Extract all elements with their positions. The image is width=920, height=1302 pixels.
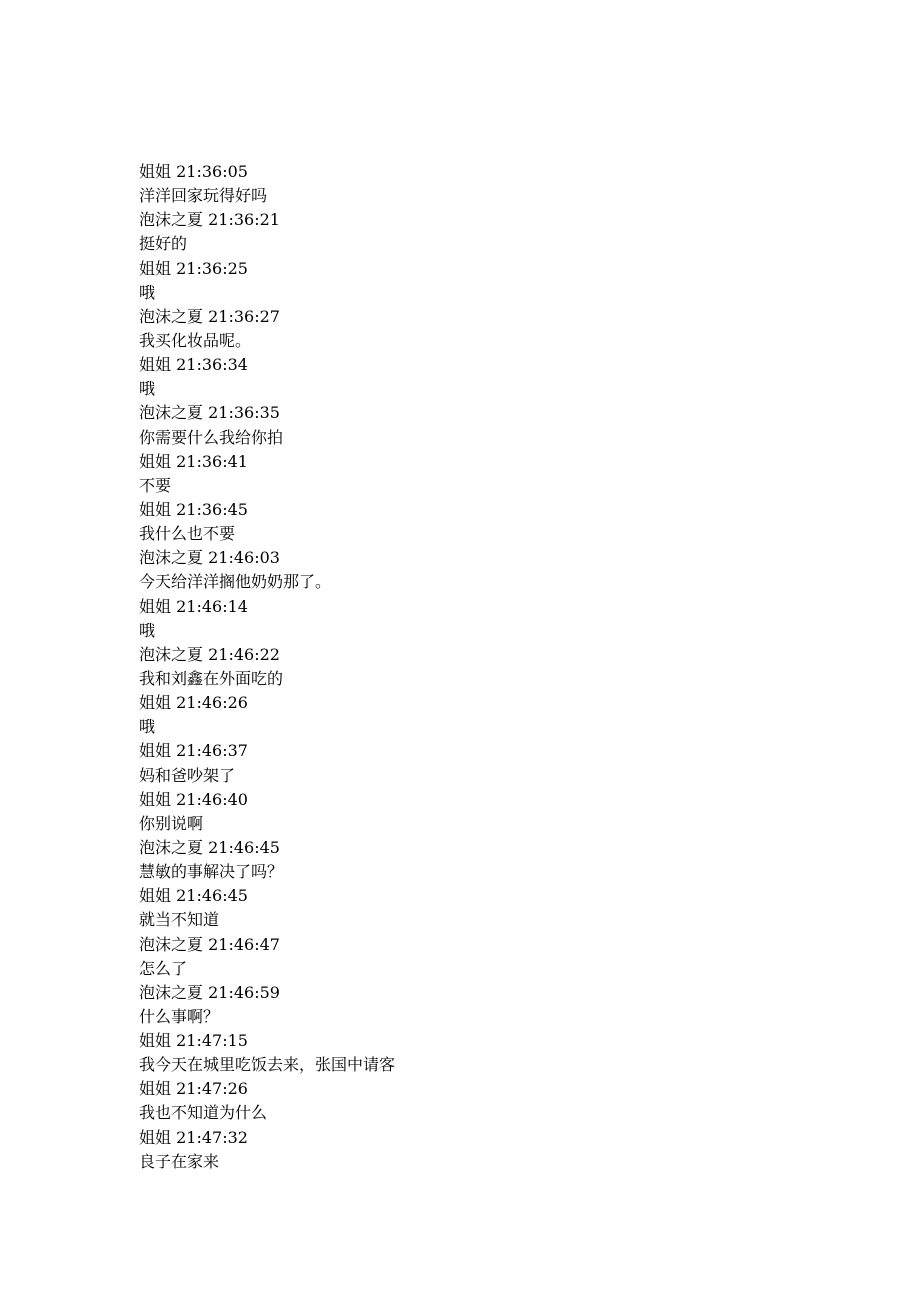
message-text: 洋洋回家玩得好吗 — [139, 186, 268, 206]
message-text: 你别说啊 — [139, 813, 204, 833]
chat-message — [139, 836, 839, 884]
message-time: 21:46:37 — [176, 741, 248, 761]
chat-message — [139, 884, 839, 932]
message-time: 21:47:32 — [176, 1127, 248, 1147]
message-sender: 姐姐 — [139, 1127, 172, 1147]
message-text: 就当不知道 — [139, 910, 220, 930]
chat-message — [139, 739, 839, 787]
message-time: 21:46:45 — [208, 837, 280, 857]
message-time: 21:36:21 — [208, 210, 280, 230]
message-time: 21:46:22 — [208, 644, 280, 664]
message-time: 21:46:45 — [176, 886, 248, 906]
message-time: 21:46:59 — [208, 982, 280, 1002]
message-header — [139, 1077, 839, 1101]
chat-message — [139, 1126, 839, 1174]
message-text: 我买化妆品呢。 — [139, 330, 252, 350]
chat-message — [139, 933, 839, 981]
message-sender: 姐姐 — [139, 741, 172, 761]
message-text: 慧敏的事解决了吗？ — [139, 862, 284, 882]
message-text: 哦 — [139, 620, 156, 640]
chat-message — [139, 643, 839, 691]
message-time: 21:46:26 — [176, 693, 248, 713]
chat-message — [139, 595, 839, 643]
message-sender: 泡沫之夏 — [139, 306, 204, 326]
message-text: 今天给洋洋搁他奶奶那了。 — [139, 572, 332, 592]
message-sender: 泡沫之夏 — [139, 934, 204, 954]
message-time: 21:36:34 — [176, 355, 248, 375]
chat-message — [139, 305, 839, 353]
chat-message — [139, 208, 839, 256]
message-header — [139, 450, 839, 474]
message-sender: 姐姐 — [139, 162, 172, 181]
message-text: 我今天在城里吃饭去来，张国中请客 — [139, 1055, 396, 1075]
message-header — [139, 691, 839, 715]
message-header — [139, 498, 839, 522]
chat-message — [139, 981, 839, 1029]
message-header — [139, 933, 839, 957]
message-header — [139, 257, 839, 281]
chat-message — [139, 788, 839, 836]
message-sender: 泡沫之夏 — [139, 210, 204, 230]
message-header — [139, 353, 839, 377]
message-sender: 姐姐 — [139, 1031, 172, 1051]
message-time: 21:36:45 — [176, 499, 248, 519]
message-sender: 姐姐 — [139, 499, 172, 519]
message-time: 21:36:25 — [176, 258, 248, 278]
message-time: 21:46:40 — [176, 789, 248, 809]
message-text: 我和刘鑫在外面吃的 — [139, 668, 284, 688]
message-sender: 姐姐 — [139, 886, 172, 906]
message-text: 我什么也不要 — [139, 524, 236, 544]
message-header — [139, 1126, 839, 1150]
message-time: 21:36:35 — [208, 403, 280, 423]
chat-message — [139, 498, 839, 546]
message-header — [139, 208, 839, 232]
message-sender: 姐姐 — [139, 1079, 172, 1099]
chat-message — [139, 1077, 839, 1125]
chat-message — [139, 353, 839, 401]
message-header — [139, 160, 839, 184]
message-sender: 泡沫之夏 — [139, 403, 204, 423]
message-sender: 姐姐 — [139, 355, 172, 375]
message-header — [139, 595, 839, 619]
message-text: 哦 — [139, 717, 156, 737]
message-sender: 姐姐 — [139, 451, 172, 471]
message-text: 怎么了 — [139, 958, 188, 978]
message-header — [139, 981, 839, 1005]
chat-log — [139, 160, 839, 1174]
message-text: 挺好的 — [139, 234, 188, 254]
chat-message — [139, 546, 839, 594]
message-time: 21:47:26 — [176, 1079, 248, 1099]
message-header — [139, 643, 839, 667]
message-sender: 泡沫之夏 — [139, 548, 204, 568]
message-header — [139, 305, 839, 329]
message-text: 良子在家来 — [139, 1151, 220, 1171]
message-time: 21:47:15 — [176, 1031, 248, 1051]
message-header — [139, 401, 839, 425]
message-text: 什么事啊？ — [139, 1006, 220, 1026]
message-sender: 泡沫之夏 — [139, 644, 204, 664]
message-time: 21:46:03 — [208, 548, 280, 568]
message-time: 21:36:05 — [176, 162, 248, 181]
message-header — [139, 836, 839, 860]
message-header — [139, 546, 839, 570]
message-text: 妈和爸吵架了 — [139, 765, 236, 785]
message-sender: 姐姐 — [139, 596, 172, 616]
chat-message — [139, 257, 839, 305]
message-time: 21:46:14 — [176, 596, 248, 616]
message-header — [139, 884, 839, 908]
message-header — [139, 788, 839, 812]
message-sender: 姐姐 — [139, 258, 172, 278]
message-sender: 泡沫之夏 — [139, 837, 204, 857]
chat-message — [139, 1029, 839, 1077]
message-text: 不要 — [139, 475, 172, 495]
message-text: 哦 — [139, 282, 156, 302]
message-header — [139, 739, 839, 763]
message-text: 哦 — [139, 379, 156, 399]
chat-message — [139, 691, 839, 739]
message-text: 你需要什么我给你拍 — [139, 427, 284, 447]
message-sender: 姐姐 — [139, 693, 172, 713]
message-time: 21:36:27 — [208, 306, 280, 326]
message-time: 21:46:47 — [208, 934, 280, 954]
chat-message — [139, 401, 839, 449]
message-time: 21:36:41 — [176, 451, 248, 471]
chat-message — [139, 160, 839, 208]
message-text: 我也不知道为什么 — [139, 1103, 268, 1123]
message-sender: 泡沫之夏 — [139, 982, 204, 1002]
message-header — [139, 1029, 839, 1053]
message-sender: 姐姐 — [139, 789, 172, 809]
chat-message — [139, 450, 839, 498]
